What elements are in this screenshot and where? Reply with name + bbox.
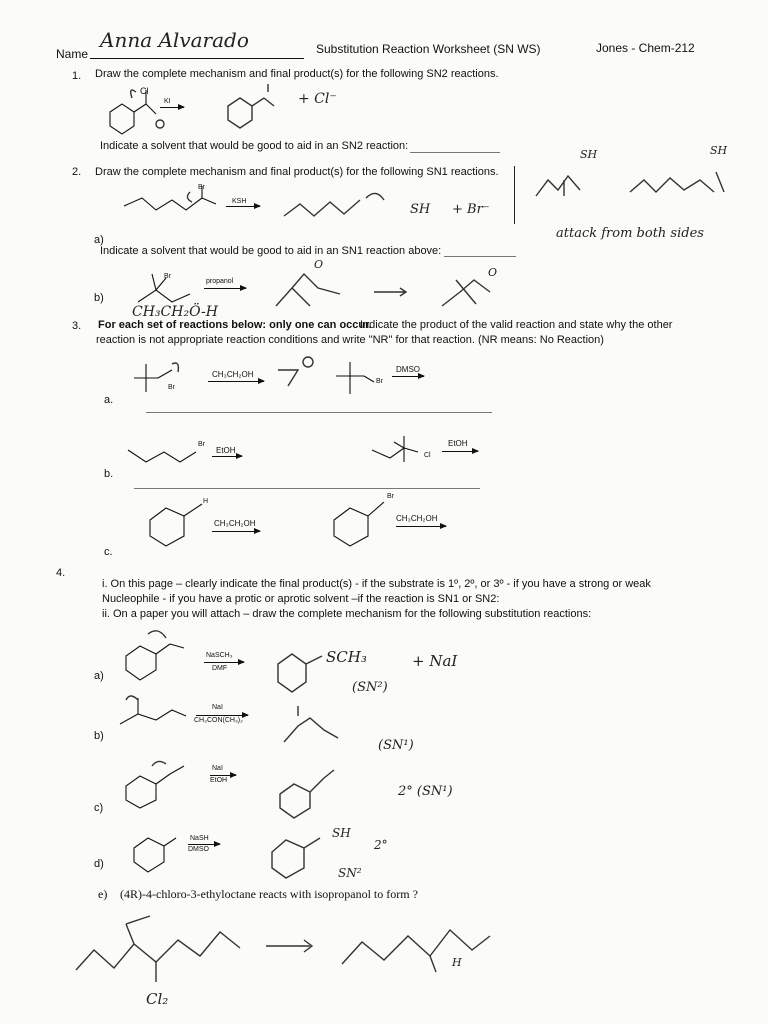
q2b-hand-o1: O bbox=[314, 258, 324, 271]
q4c-reagent-top: NaI bbox=[212, 765, 223, 772]
q3b-reagent-1: EtOH bbox=[216, 446, 236, 455]
q4a-label: a) bbox=[94, 670, 104, 682]
worksheet-title: Substitution Reaction Worksheet (SN WS) bbox=[316, 42, 541, 56]
q2-number: 2. bbox=[72, 166, 82, 178]
q1-reaction-arrow bbox=[160, 107, 184, 108]
q4d-substrate bbox=[128, 826, 188, 876]
q4b-hand-product bbox=[280, 700, 350, 750]
q4c-hand-mech: 2° (SN¹) bbox=[398, 784, 453, 799]
q4a-substrate bbox=[118, 622, 198, 682]
q3a-hand-carbocation bbox=[272, 356, 322, 396]
q2a-solvent-prompt: Indicate a solvent that would be good to aid in an SN1 reaction above: bbox=[100, 245, 442, 257]
q3a-arrow-1 bbox=[208, 381, 264, 382]
q4e-hand-structures bbox=[70, 910, 510, 990]
q4b-hand-mech: (SN¹) bbox=[378, 738, 414, 753]
q2a-leaving-group: Br bbox=[198, 184, 205, 191]
q3b-answer-line[interactable] bbox=[134, 488, 480, 489]
q4d-hand-sh: SH bbox=[332, 826, 351, 840]
q4a-hand-prod: SCH₃ bbox=[326, 648, 367, 666]
side-sh-1: SH bbox=[580, 148, 598, 161]
q4d-hand-product bbox=[266, 828, 336, 884]
q1-reagent: KI bbox=[164, 98, 171, 105]
side-sh-2: SH bbox=[710, 144, 728, 157]
q1-substrate-structure bbox=[100, 82, 180, 142]
q3a-substrate-1 bbox=[124, 358, 204, 398]
q4a-hand-nai: + NaI bbox=[412, 652, 458, 670]
hand-divider bbox=[514, 166, 515, 224]
name-underline bbox=[90, 58, 304, 59]
q2b-reagent: propanol bbox=[206, 278, 234, 285]
q3a-reagent-2: DMSO bbox=[396, 365, 420, 374]
q4a-reagent-bottom: DMF bbox=[212, 665, 228, 672]
q4b-reagent-bottom: CH₃CON(CH₃)₂ bbox=[194, 717, 243, 724]
q2a-label: a) bbox=[94, 234, 104, 246]
side-note: attack from both sides bbox=[556, 226, 704, 241]
q2b-hand-structures bbox=[270, 262, 510, 314]
q3-prompt-bold: For each set of reactions below: only one can occur. bbox=[98, 319, 372, 331]
q4c-label: c) bbox=[94, 802, 104, 814]
q2-prompt: Draw the complete mechanism and final product(s) for the following SN1 reactions. bbox=[95, 166, 499, 178]
q3b-leaving-group-1: Br bbox=[198, 441, 205, 448]
q3c-reagent-1: CH₃CH₂OH bbox=[214, 519, 256, 528]
q4c-substrate bbox=[118, 756, 218, 816]
q2b-reaction-arrow bbox=[204, 288, 246, 289]
q3c-sub-2: Br bbox=[387, 493, 394, 500]
q3-prompt-rest: Indicate the product of the valid reaction and state why the other bbox=[360, 319, 673, 331]
q4d-hand-deg: 2° bbox=[374, 838, 388, 852]
q2a-hand-br: + Br⁻ bbox=[452, 202, 490, 217]
q3a-label: a. bbox=[104, 394, 114, 406]
q3c-substrate-2 bbox=[330, 494, 400, 554]
q4a-reagent-top: NaSCH₃ bbox=[206, 652, 233, 659]
q4d-arrow bbox=[188, 844, 220, 845]
name-label: Name bbox=[56, 47, 89, 61]
svg-text:Cl: Cl bbox=[140, 86, 149, 96]
q4-line-2: Nucleophile - if you have a protic or aprotic solvent –if the reaction is SN1 or SN2: bbox=[102, 593, 500, 605]
course-label: Jones - Chem-212 bbox=[596, 41, 695, 55]
q1-solvent-answer-line[interactable] bbox=[410, 152, 500, 153]
q3c-sub-1: H bbox=[203, 498, 209, 505]
q3a-answer-line[interactable] bbox=[146, 412, 492, 413]
q4-line-3: ii. On a paper you will attach – draw the complete mechanism for the following substitution reactions: bbox=[102, 608, 592, 620]
q4c-arrow bbox=[210, 775, 236, 776]
q3b-arrow-2 bbox=[442, 451, 478, 452]
q2a-hand-sh: SH bbox=[410, 202, 431, 217]
q4e-hand-cl: Cl₂ bbox=[146, 990, 169, 1008]
q3b-label: b. bbox=[104, 468, 114, 480]
q4e-label: e) bbox=[98, 887, 108, 901]
q3b-arrow-1 bbox=[212, 456, 242, 457]
q2b-hand-o2: O bbox=[488, 266, 498, 279]
q2a-solvent-answer-line[interactable] bbox=[444, 256, 516, 257]
q3b-reagent-2: EtOH bbox=[448, 439, 468, 448]
q3c-arrow-2 bbox=[396, 526, 446, 527]
q4b-arrow bbox=[196, 715, 248, 716]
q2a-carbocation-structure bbox=[282, 186, 412, 226]
q3-number: 3. bbox=[72, 320, 82, 332]
q4a-hand-mech: (SN²) bbox=[352, 680, 388, 695]
q4e-prompt: (4R)-4-chloro-3-ethyloctane reacts with isopropanol to form ? bbox=[120, 887, 418, 901]
q1-solvent-prompt: Indicate a solvent that would be good to aid in an SN2 reaction: bbox=[100, 140, 409, 152]
q4b-substrate bbox=[116, 692, 196, 752]
q4d-reagent-bottom: DMSO bbox=[188, 846, 209, 853]
q3a-substrate-2 bbox=[330, 358, 380, 398]
q3c-arrow-1 bbox=[212, 531, 260, 532]
q4e-hand-h: H bbox=[452, 956, 462, 969]
q3c-reagent-2: CH₃CH₂OH bbox=[396, 514, 438, 523]
q4a-hand-product bbox=[272, 648, 332, 698]
q3b-leaving-group-2: Cl bbox=[424, 452, 431, 459]
q4b-label: b) bbox=[94, 730, 104, 742]
q3a-leaving-group: Br bbox=[168, 384, 175, 391]
q3-prompt-line2: reaction is not appropriate reaction conditions and write "NR" for that reaction. (NR means: No Reaction) bbox=[96, 334, 604, 346]
q4c-reagent-bottom: EtOH bbox=[210, 777, 228, 784]
q2a-reaction-arrow bbox=[226, 206, 260, 207]
q3a-reagent-1: CH₃CH₂OH bbox=[212, 370, 254, 379]
side-hand-products bbox=[534, 166, 744, 206]
q2b-label: b) bbox=[94, 292, 104, 304]
student-name[interactable]: Anna Alvarado bbox=[100, 28, 249, 52]
q4a-arrow bbox=[204, 662, 244, 663]
q4-line-1: i. On this page – clearly indicate the final product(s) - if the substrate is 1º, 2º, or 3º - if you have a strong or weak bbox=[102, 578, 651, 590]
q4d-label: d) bbox=[94, 858, 104, 870]
q1-number: 1. bbox=[72, 70, 82, 82]
q1-prompt: Draw the complete mechanism and final product(s) for the following SN2 reactions. bbox=[95, 68, 499, 80]
q2b-hand-formula: CH₃CH₂Ö-H bbox=[132, 304, 218, 320]
q4d-hand-mech: SN² bbox=[338, 866, 362, 880]
q3b-substrate-1 bbox=[124, 442, 204, 472]
q2a-reagent: KSH bbox=[232, 198, 247, 205]
q4-number: 4. bbox=[56, 567, 66, 579]
q3a-leaving-group-2: Br bbox=[376, 378, 383, 385]
q1-hand-product: + Cl⁻ bbox=[298, 91, 337, 107]
q3a-arrow-2 bbox=[392, 376, 424, 377]
q3c-label: c. bbox=[104, 546, 113, 558]
q4b-reagent-top: NaI bbox=[212, 704, 223, 711]
q2a-substrate-structure bbox=[122, 184, 222, 224]
q2b-leaving-group: Br bbox=[164, 273, 171, 280]
q4d-reagent-top: NaSH bbox=[190, 835, 209, 842]
q1-product-structure bbox=[222, 82, 282, 132]
q4c-hand-product bbox=[276, 766, 356, 826]
